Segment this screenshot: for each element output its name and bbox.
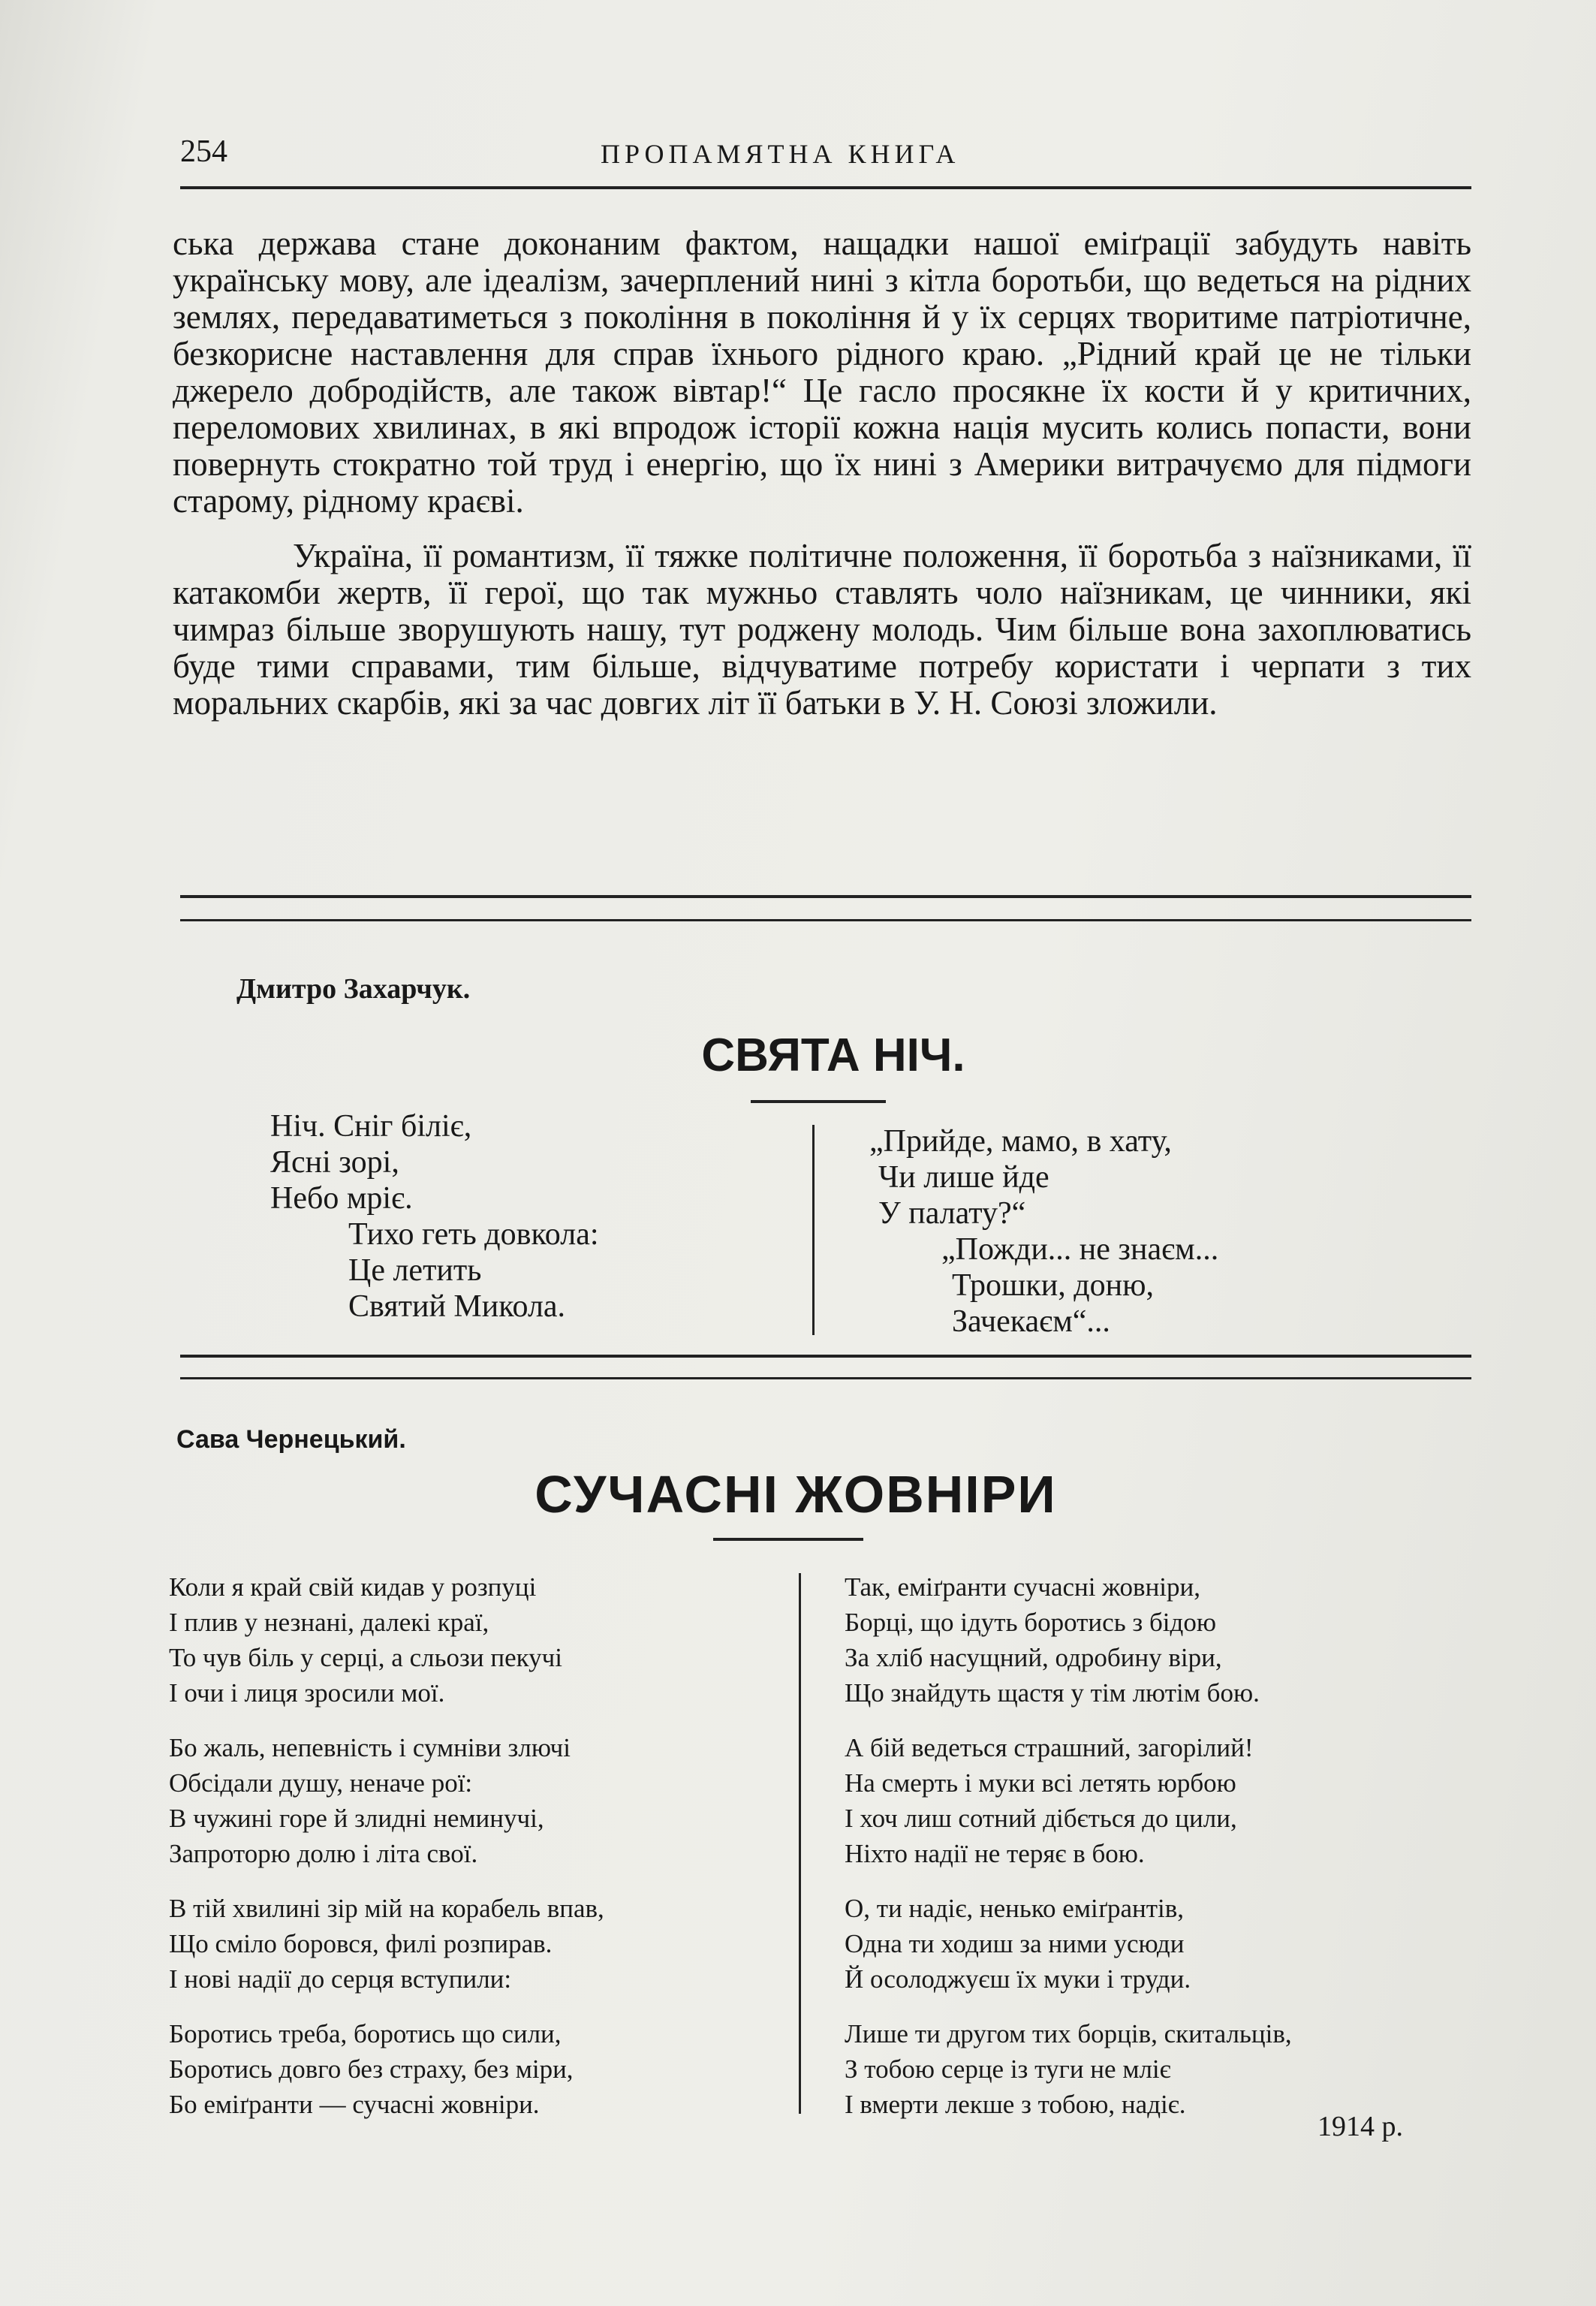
section-rule-2b [180,1377,1471,1379]
poem2-date: 1914 р. [1317,2111,1403,2142]
poem2-right-line: За хліб насущний, одробину віри, [845,1643,1222,1672]
poem1-right-line: „Пожди... не знаєм... [941,1232,1219,1267]
poem2-title-rule [713,1538,863,1541]
poem2-left-line: Бо жаль, непевність і сумніви злючі [169,1733,571,1762]
prose-paragraph-2: Україна, її романтизм, її тяжке політичне положення, її боротьба з наїзниками, її катакомби жертв, її герої, що так мужньо ставлять чоло наїзникам, це чинники, які чимраз більше зворушують нашу, тут роджену молодь. Чим більше вона захоплюватись буде тими справами, тим більше, відчуватиме потребу користати і черпати з тих моральних скарбів, які за час довгих літ її батьки в У. Н. Союзі зложили. [173,537,1471,722]
poem2-column-divider [799,1573,801,2114]
poem1-right-line: Трошки, доню, [952,1268,1155,1303]
poem1-left-line: Тихо геть довкола: [348,1217,599,1252]
poem2-right-line: Одна ти ходиш за ними усюди [845,1929,1185,1958]
poem1-right-line: Зачекаєм“... [952,1304,1110,1339]
poem2-left-column [169,1569,604,2122]
poem2-right-line: Ніхто надії не теряє в бою. [845,1839,1145,1868]
page-number: 254 [180,134,227,169]
poem2-left-line: Запроторю долю і літа свої. [169,1839,478,1868]
poem2-right-line: На смерть і муки всі летять юрбою [845,1768,1236,1798]
poem2-left-line: І нові надії до серця вступили: [169,1964,512,1994]
poem1-right-line: „Прийде, мамо, в хату, [869,1124,1172,1159]
poem2-left-line: Боротись треба, боротись що сили, [169,2019,562,2048]
poem2-right-line: Так, еміґранти сучасні жовніри, [845,1572,1201,1602]
poem2-right-line: Що знайдуть щастя у тім лютім бою. [845,1678,1260,1708]
poem2-author: Сава Чернецький. [176,1425,406,1454]
poem2-right-line: Борці, що ідуть боротись з бідою [845,1608,1216,1637]
running-title: ПРОПАМЯТНА КНИГА [601,139,960,169]
poem1-right-line: Чи лише йде [878,1160,1049,1195]
poem2-left-line: І плив у незнані, далекі краї, [169,1608,489,1637]
header-rule [180,186,1471,189]
poem2-left-line: Що сміло боровся, филі розпирав. [169,1929,553,1958]
poem1-left-line: Ясні зорі, [270,1145,399,1180]
poem2-left-line: В тій хвилині зір мій на корабель впав, [169,1894,604,1923]
poem2-left-line: То чув біль у серці, а сльози пекучі [169,1643,562,1672]
poem1-left-column [270,1108,599,1325]
page-header [180,134,1471,186]
poem1-left-line: Святий Микола. [348,1289,566,1324]
poem2-right-line: І вмерти лекше з тобою, надіє. [845,2090,1186,2119]
poem1-column-divider [812,1125,815,1335]
poem1-right-line: У палату?“ [878,1196,1026,1231]
poem2-right-column [845,1569,1292,2122]
section-rule-1b [180,919,1471,921]
poem1-title-rule [751,1100,886,1103]
section-rule-1a [180,895,1471,898]
poem1-left-line: Це летить [348,1253,482,1288]
poem2-left-line: В чужині горе й злидні неминучі, [169,1804,544,1833]
poem1-left-line: Ніч. Сніг біліє, [270,1109,472,1144]
poem2-right-line: О, ти надіє, ненько еміґрантів, [845,1894,1185,1923]
poem2-right-line: Лише ти другом тих борців, скитальців, [845,2019,1292,2048]
poem2-right-line: З тобою серце із туги не мліє [845,2054,1171,2084]
poem2-title: СУЧАСНІ ЖОВНІРИ [535,1465,1057,1524]
prose-paragraph-1: ська держава стане доконаним фактом, нащадки нашої еміґрації забудуть навіть українську мову, але ідеалізм, зачерплений нині з кітла боротьби, що ведеться на рідних землях, передаватиметься з покоління в покоління й у їх серцях творитиме патріотичне, безкорисне наставлення для справ їхнього рідного краю. „Рідний край це не тільки джерело добродійств, але також вівтар!“ Це гасло просякне їх кости й у критичних, переломових хвилинах, в які впродож історії кожна нація мусить колись попасти, вони повернуть стократно той труд і енергію, що їх нині з Америки витрачуємо для підмоги старому, рідному краєві. [173,225,1471,520]
poem2-right-line: А бій ведеться страшний, загорілий! [845,1733,1254,1762]
poem2-right-line: І хоч лиш сотний дібється до цили, [845,1804,1237,1833]
poem1-right-column [869,1123,1218,1340]
poem1-title: СВЯТА НІЧ. [701,1029,965,1081]
poem2-left-line: Бо еміґранти — сучасні жовніри. [169,2090,540,2119]
poem2-left-line: Обсідали душу, неначе рої: [169,1768,473,1798]
poem2-left-line: Боротись довго без страху, без міри, [169,2054,574,2084]
prose-section [173,225,1471,722]
poem2-right-line: Й осолоджуєш їх муки і труди. [845,1964,1191,1994]
poem1-left-line: Небо мріє. [270,1181,413,1216]
poem2-left-line: Коли я край свій кидав у розпуці [169,1572,537,1602]
poem1-author: Дмитро Захарчук. [236,973,471,1005]
section-rule-2a [180,1355,1471,1358]
poem2-left-line: І очи і лиця зросили мої. [169,1678,445,1708]
